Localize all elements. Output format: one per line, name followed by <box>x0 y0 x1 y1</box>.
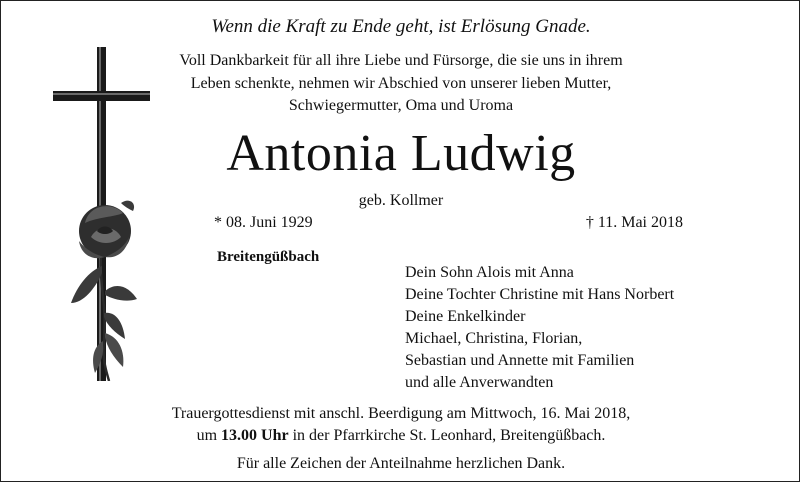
birth-date: * 08. Juni 1929 <box>214 214 313 231</box>
deceased-name: Antonia Ludwig <box>226 125 576 182</box>
maiden-name: geb. Kollmer <box>358 192 444 209</box>
place-of-residence: Breitengüßbach <box>217 249 320 265</box>
intro-line: Schwiegermutter, Oma und Uroma <box>288 97 514 114</box>
mourner-line: Michael, Christina, Florian, <box>405 330 583 347</box>
service-time: 13.00 Uhr <box>221 427 289 444</box>
motto: Wenn die Kraft zu Ende geht, ist Erlösung Gnade. <box>211 16 591 37</box>
service-line-1: Trauergottesdienst mit anschl. Beerdigung am Mittwoch, 16. Mai 2018, <box>171 405 631 422</box>
intro-line: Leben schenkte, nehmen wir Abschied von unserer lieben Mutter, <box>190 75 612 92</box>
mourner-line: und alle Anverwandten <box>405 374 554 391</box>
mourner-line: Deine Tochter Christine mit Hans Norbert <box>405 286 675 303</box>
mourner-line: Dein Sohn Alois mit Anna <box>405 264 574 281</box>
service-location: in der Pfarrkirche St. Leonhard, Breitengüßbach. <box>288 427 606 444</box>
mourner-line: Sebastian und Annette mit Familien <box>405 352 635 369</box>
mourner-line: Deine Enkelkinder <box>405 308 526 325</box>
death-date: † 11. Mai 2018 <box>585 214 683 231</box>
cross-with-rose-icon <box>49 41 189 381</box>
thanks-line: Für alle Zeichen der Anteilnahme herzlichen Dank. <box>236 455 566 472</box>
service-prefix: um <box>196 427 222 444</box>
service-line-2 <box>1 428 800 444</box>
intro-line: Voll Dankbarkeit für all ihre Liebe und Fürsorge, die sie uns in ihrem <box>179 52 623 69</box>
